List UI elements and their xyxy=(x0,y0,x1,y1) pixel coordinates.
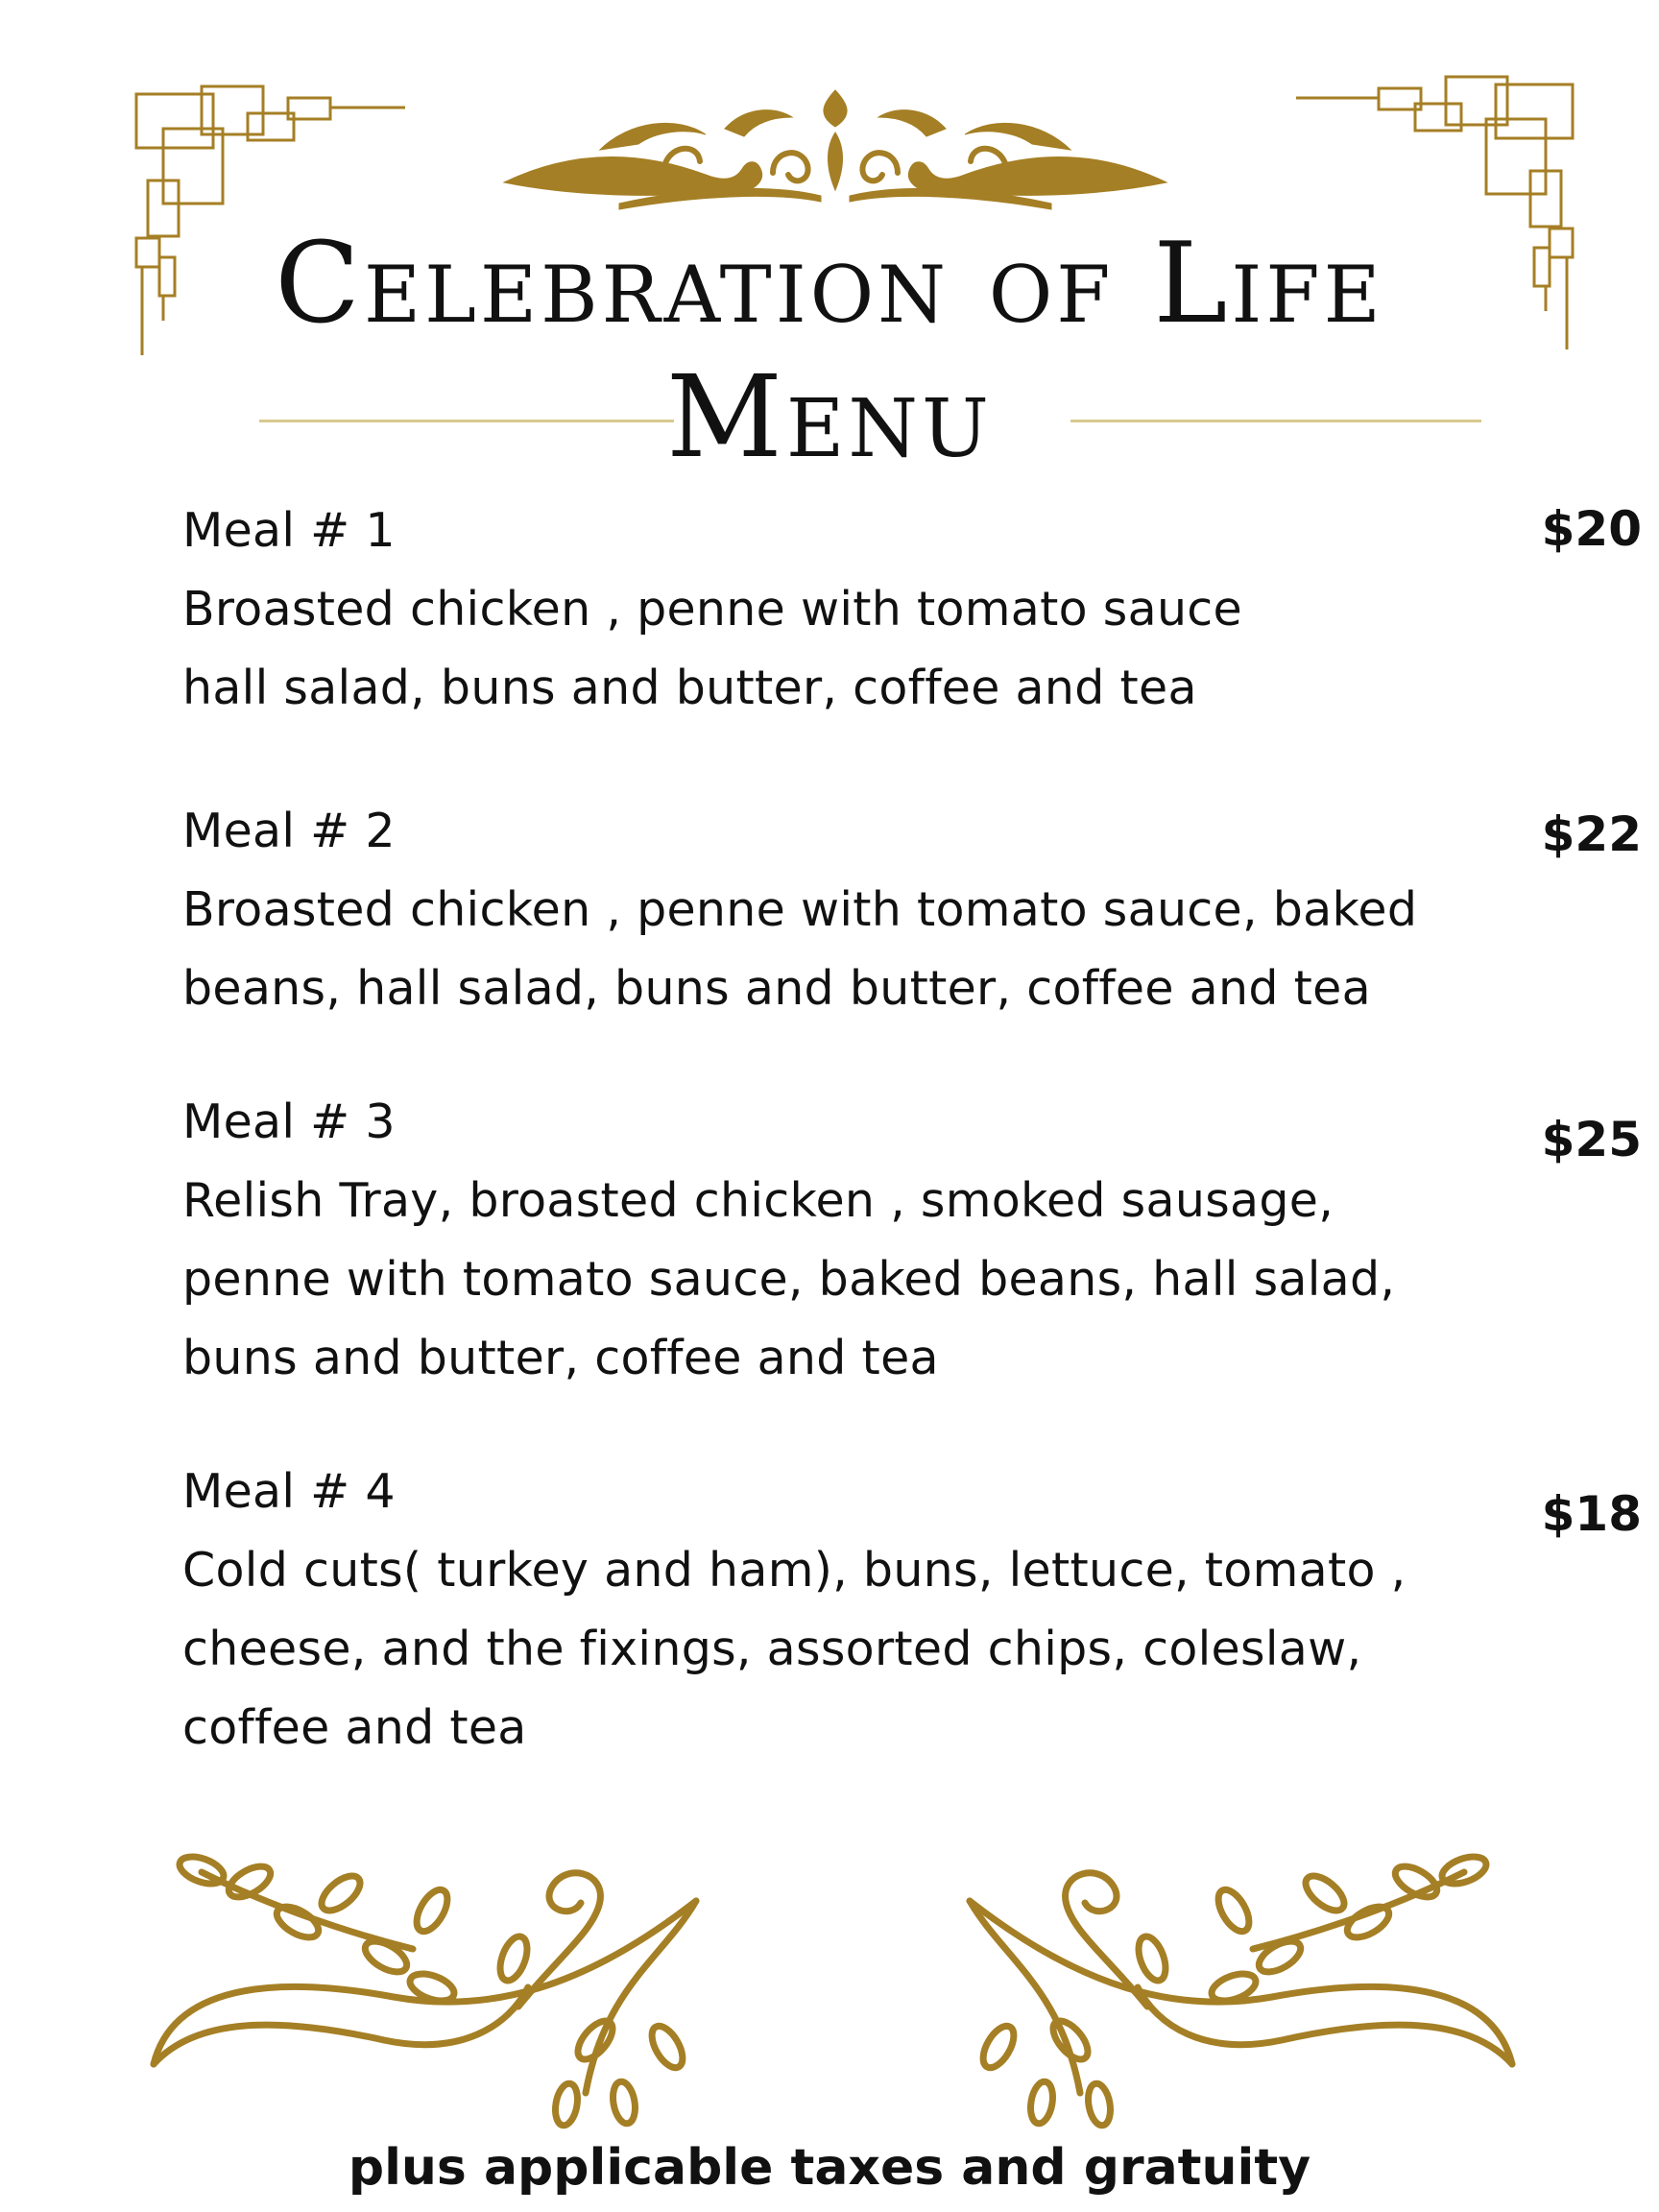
menu-title-line1: Celebration of Life xyxy=(275,219,1384,349)
title-divider-right xyxy=(1070,420,1481,422)
meal-name: Meal # 2 xyxy=(182,804,396,858)
meal-desc-line: cheese, and the fixings, assorted chips, coleslaw, xyxy=(182,1622,1362,1676)
meal-name: Meal # 3 xyxy=(182,1094,396,1149)
meal-description xyxy=(182,1531,1527,1767)
meal-price: $22 xyxy=(1541,806,1642,862)
leaf-swirl-icon xyxy=(144,1843,758,2122)
leaf-swirl-icon xyxy=(907,1843,1522,2122)
meal-desc-line: coffee and tea xyxy=(182,1700,527,1755)
meal-price: $25 xyxy=(1541,1112,1642,1167)
meal-price: $20 xyxy=(1541,501,1642,557)
meal-description xyxy=(182,871,1527,1028)
footer-note: plus applicable taxes and gratuity xyxy=(348,2139,1311,2197)
meal-desc-line: Cold cuts( turkey and ham), buns, lettuce, tomato , xyxy=(182,1543,1407,1598)
meal-description xyxy=(182,570,1527,728)
meal-desc-line: Broasted chicken , penne with tomato sauce, baked xyxy=(182,882,1418,937)
meal-item xyxy=(182,1083,1507,1398)
menu-title-line2: Menu xyxy=(666,350,993,483)
meal-name: Meal # 4 xyxy=(182,1464,396,1519)
meal-desc-line: buns and butter, coffee and tea xyxy=(182,1331,939,1385)
meal-desc-line: penne with tomato sauce, baked beans, hall salad, xyxy=(182,1252,1396,1307)
meal-desc-line: beans, hall salad, buns and butter, coffee and tea xyxy=(182,961,1371,1016)
crown-flourish-icon xyxy=(485,83,1186,236)
meal-price: $18 xyxy=(1541,1486,1642,1542)
meal-desc-line: Relish Tray, broasted chicken , smoked sausage, xyxy=(182,1173,1334,1228)
meal-name: Meal # 1 xyxy=(182,503,396,558)
meal-item xyxy=(182,1453,1507,1767)
meal-item xyxy=(182,492,1507,728)
meal-description xyxy=(182,1162,1527,1398)
meal-desc-line: hall salad, buns and butter, coffee and tea xyxy=(182,661,1197,715)
meal-desc-line: Broasted chicken , penne with tomato sauce xyxy=(182,582,1242,637)
meal-item xyxy=(182,792,1507,1028)
